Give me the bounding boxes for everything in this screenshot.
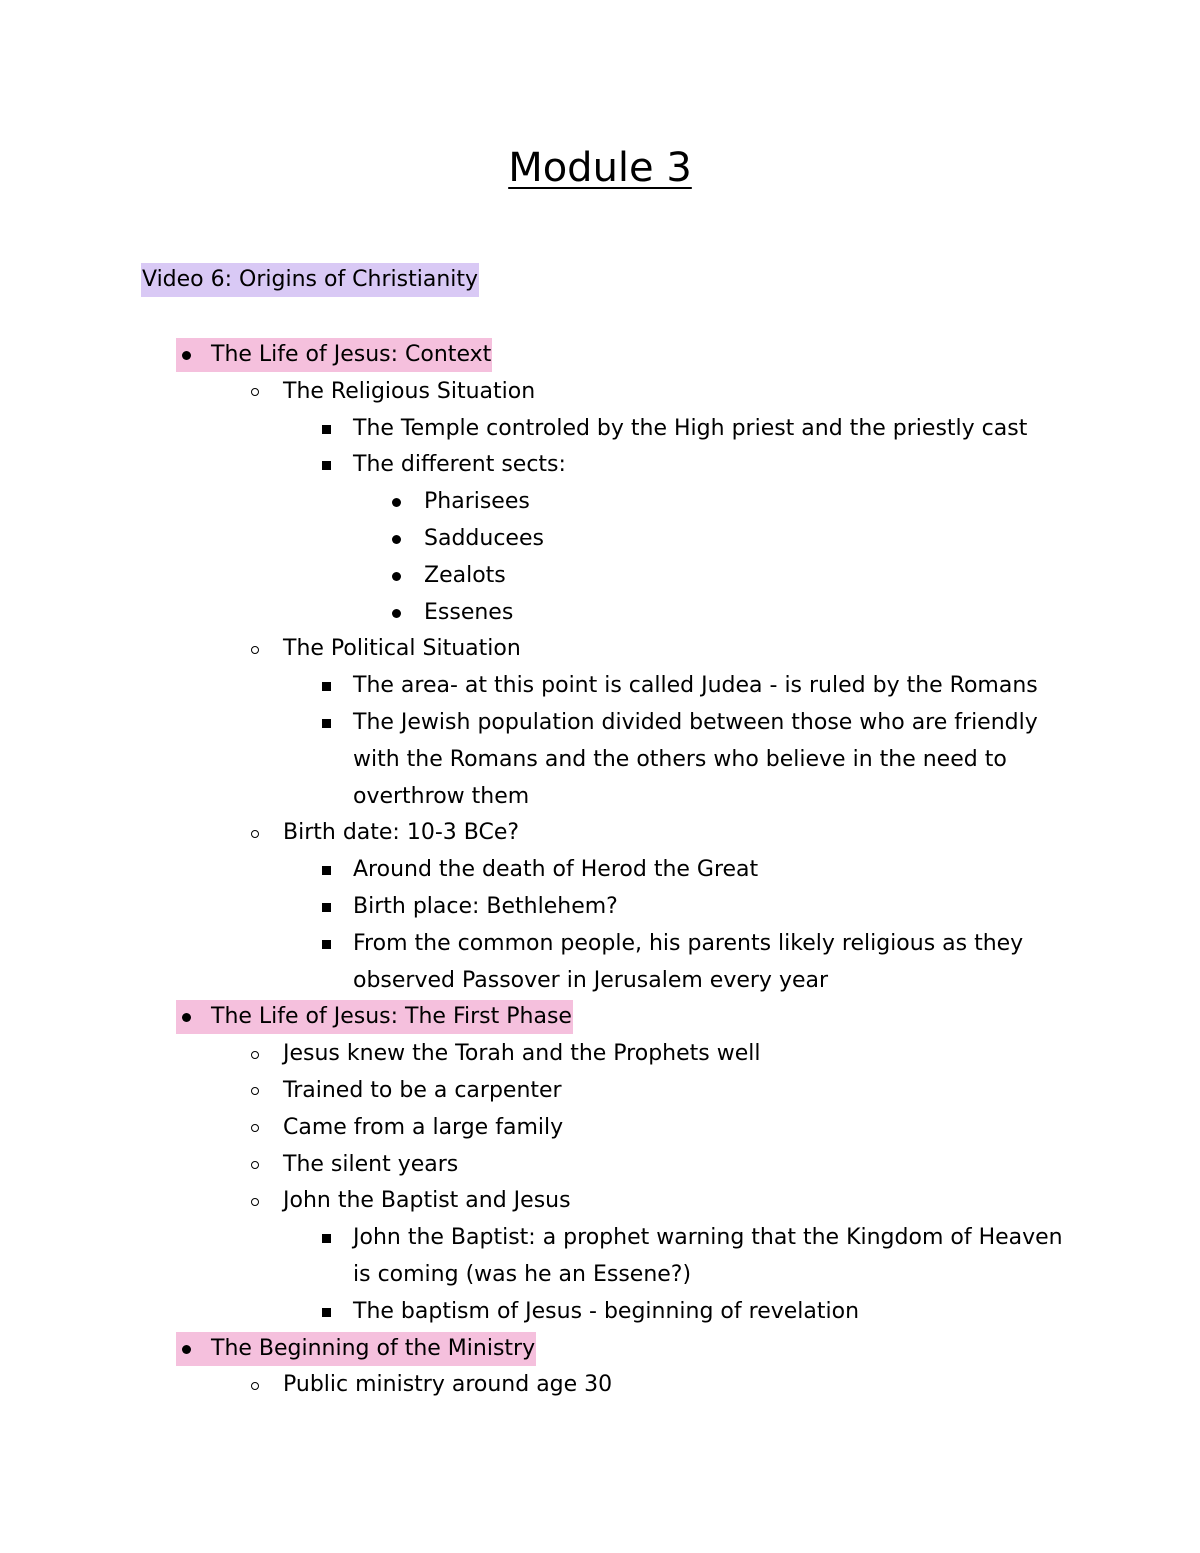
hollow-bullet-icon: [245, 1036, 265, 1073]
section-heading-text: The Life of Jesus: The First Phase: [211, 1000, 573, 1034]
outline-item: [0, 1036, 1200, 1073]
square-bullet-icon: [316, 889, 336, 926]
outline-subsubitem-text: Zealots: [424, 562, 506, 588]
outline-item-text: Birth date: 10-3 BCe?: [283, 820, 520, 846]
outline-subsubitem: [0, 558, 1200, 595]
video-heading: Video 6: Origins of Christianity: [141, 263, 479, 297]
outline-subsubitem-text: Essenes: [424, 599, 514, 625]
hollow-bullet-icon: [245, 1110, 265, 1147]
outline-subsubitem: [0, 521, 1200, 558]
outline-subitem: [0, 705, 1200, 815]
outline-item-text: Trained to be a carpenter: [283, 1077, 562, 1103]
filled-bullet-icon: [386, 484, 406, 521]
outline-subsubitem: [0, 484, 1200, 521]
filled-bullet-icon: [176, 1331, 196, 1368]
section-heading: [0, 1331, 1200, 1368]
outline-subitem: [0, 1294, 1200, 1331]
page-title: Module 3: [508, 145, 692, 191]
outline-subitem-text: The area- at this point is called Judea - is ruled by the Romans: [353, 673, 1038, 699]
square-bullet-icon: [316, 1220, 336, 1257]
outline-subitem-text: The Jewish population divided between those who are friendly with the Romans and the others who believe in the need to overthrow them: [353, 709, 1038, 809]
square-bullet-icon: [316, 447, 336, 484]
outline-item-text: John the Baptist and Jesus: [283, 1188, 571, 1214]
square-bullet-icon: [316, 852, 336, 889]
outline-subitem-text: From the common people, his parents likely religious as they observed Passover in Jerusalem every year: [353, 930, 1024, 993]
outline-item: [0, 1073, 1200, 1110]
outline-subitem: [0, 1220, 1200, 1294]
filled-bullet-icon: [386, 558, 406, 595]
outline-item-text: The Religious Situation: [283, 378, 536, 404]
section-heading-text: The Beginning of the Ministry: [211, 1332, 536, 1366]
outline-item-text: Came from a large family: [283, 1114, 564, 1140]
hollow-bullet-icon: [245, 374, 265, 411]
outline-subitem-text: The baptism of Jesus - beginning of revelation: [353, 1298, 860, 1324]
notes-outline: [0, 337, 1200, 1404]
outline-subitem-text: The Temple controled by the High priest and the priestly cast: [353, 415, 1028, 441]
hollow-bullet-icon: [245, 1073, 265, 1110]
outline-item: [0, 374, 1200, 411]
section-heading-text: The Life of Jesus: Context: [211, 338, 492, 372]
outline-subsubitem: [0, 595, 1200, 632]
outline-subitem-text: Around the death of Herod the Great: [353, 857, 759, 883]
outline-subitem: [0, 668, 1200, 705]
outline-subitem: [0, 889, 1200, 926]
filled-bullet-icon: [386, 521, 406, 558]
outline-item-text: Jesus knew the Torah and the Prophets well: [283, 1041, 761, 1067]
outline-subitem: [0, 447, 1200, 484]
square-bullet-icon: [316, 411, 336, 448]
hollow-bullet-icon: [245, 815, 265, 852]
outline-item: [0, 1183, 1200, 1220]
square-bullet-icon: [316, 668, 336, 705]
hollow-bullet-icon: [245, 1147, 265, 1184]
square-bullet-icon: [316, 926, 336, 963]
outline-subitem: [0, 926, 1200, 1000]
outline-item: [0, 1147, 1200, 1184]
outline-subitem: [0, 852, 1200, 889]
outline-item: [0, 631, 1200, 668]
section-heading: [0, 337, 1200, 374]
square-bullet-icon: [316, 705, 336, 742]
filled-bullet-icon: [176, 999, 196, 1036]
section-heading: [0, 999, 1200, 1036]
outline-item: [0, 1367, 1200, 1404]
hollow-bullet-icon: [245, 1183, 265, 1220]
outline-subitem-text: The different sects:: [353, 452, 566, 478]
filled-bullet-icon: [176, 337, 196, 374]
outline-subsubitem-text: Sadducees: [424, 525, 544, 551]
hollow-bullet-icon: [245, 631, 265, 668]
outline-subitem-text: Birth place: Bethlehem?: [353, 893, 618, 919]
outline-subitem-text: John the Baptist: a prophet warning that the Kingdom of Heaven is coming (was he an Essene?): [353, 1225, 1063, 1287]
outline-item-text: Public ministry around age 30: [283, 1372, 613, 1398]
filled-bullet-icon: [386, 595, 406, 632]
outline-item: [0, 1110, 1200, 1147]
outline-item-text: The Political Situation: [283, 636, 521, 662]
square-bullet-icon: [316, 1294, 336, 1331]
outline-item: [0, 815, 1200, 852]
outline-subsubitem-text: Pharisees: [424, 489, 530, 515]
outline-item-text: The silent years: [283, 1151, 459, 1177]
hollow-bullet-icon: [245, 1367, 265, 1404]
outline-subitem: [0, 411, 1200, 448]
